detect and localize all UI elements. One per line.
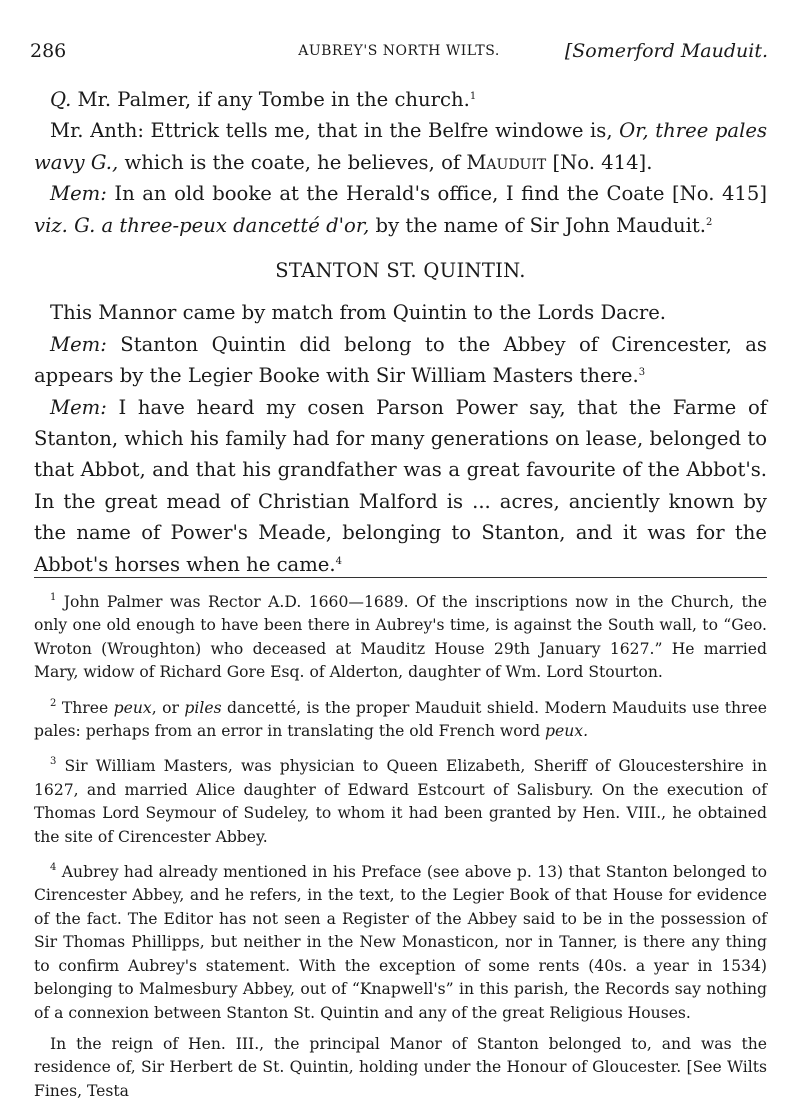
paragraph-mannor: This Mannor came by match from Quintin to the Lords Dacre. (50, 301, 667, 325)
footnote-divider (34, 577, 767, 578)
main-text (34, 84, 767, 580)
section-place: [Somerford Mauduit. (564, 40, 768, 62)
footnote-4: $^4$ Aubrey had already mentioned in his Preface (see above p. 13) that Stanton belonged to Cirencester Abbey, and he refers, in the text, to the Legier Book of that House for evidence of the fact. The Editor has not seen a Register of the Abbey said to be in the possession of Sir Thomas Phillipps, but neither in the New Monasticon, nor in Tanner, is there any thing to confirm Aubrey's statement. With the exception of some rents (40s. a year in 1534) belonging to Malmesbury Abbey, out of “Knapwell's” in this parish, the Records say nothing of a connexion between Stanton St. Quintin and any of the great Religious Houses. (34, 862, 767, 1022)
running-title: AUBREY'S NORTH WILTS. (298, 43, 500, 59)
paragraph-query: Q. Mr. Palmer, if any Tombe in the church.$^1$ (50, 88, 477, 111)
footnote-ref: 1 (469, 91, 477, 102)
footnote-3: $^3$ Sir William Masters, was physician to Queen Elizabeth, Sheriff of Gloucestershire in 1627, and married Alice daughter of Edward Estcourt of Salisbury. On the execution of Thomas Lord Seymour of Sudeley, to whom it had been granted by Hen. VIII., he obtained the site of Cirencester Abbey. (34, 756, 767, 846)
paragraph-abbey: Mem: Stanton Quintin did belong to the Abbey of Cirencester, as appears by the Legier Booke with Sir William Masters there.$^3$ (34, 332, 767, 388)
paragraph-power: Mem: I have heard my cosen Parson Power say, that the Farme of Stanton, which his family had for many generations on lease, belonged to that Abbot, and that his grandfather was a great favourite of the Abbot's. In the great mead of Christian Malford is ... acres, anciently known by the name of Power's Meade, belonging to Stanton, and it was for the Abbot's horses when he came.$^4$ (34, 395, 767, 576)
footnote-1: $^1$ John Palmer was Rector A.D. 1660—1689. Of the inscriptions now in the Church, the only one old enough to have been there in Aubrey's time, is against the South wall, to “Geo. Wroton (Wroughton) who deceased at Mauditz House 29th January 1627.” He married Mary, widow of Richard Gore Esq. of Alderton, daughter of Wm. Lord Stourton. (34, 592, 767, 682)
footnote-ref: 2 (705, 216, 713, 228)
footnote-ref: 3 (638, 367, 646, 379)
paragraph-herald: Mem: In an old booke at the Herald's office, I find the Coate [No. 415] viz. G. a three-peux dancetté d'or, by the name of Sir John Mauduit.$^2$ (34, 182, 767, 237)
page-number: 286 (30, 40, 67, 62)
running-header (30, 40, 768, 70)
paragraph-ettrick: Mr. Anth: Ettrick tells me, that in the Belfre windowe is, Or, three pales wavy G., which is the coate, he believes, of Mauduit [No. 414]. (34, 119, 768, 174)
section-heading: STANTON ST. QUINTIN. (275, 259, 526, 283)
footnote-ref: 4 (335, 555, 343, 567)
footnote-2: $^2$ Three peux, or piles dancetté, is the proper Mauduit shield. Modern Mauduits use three pales: perhaps from an error in translating the old French word peux. (34, 697, 767, 741)
footnotes (34, 591, 767, 1115)
footnote-4-continued: In the reign of Hen. III., the principal Manor of Stanton belonged to, and was the residence of, Sir Herbert de St. Quintin, holding under the Honour of Gloucester. [See Wilts Fines, Testa (34, 1034, 767, 1100)
